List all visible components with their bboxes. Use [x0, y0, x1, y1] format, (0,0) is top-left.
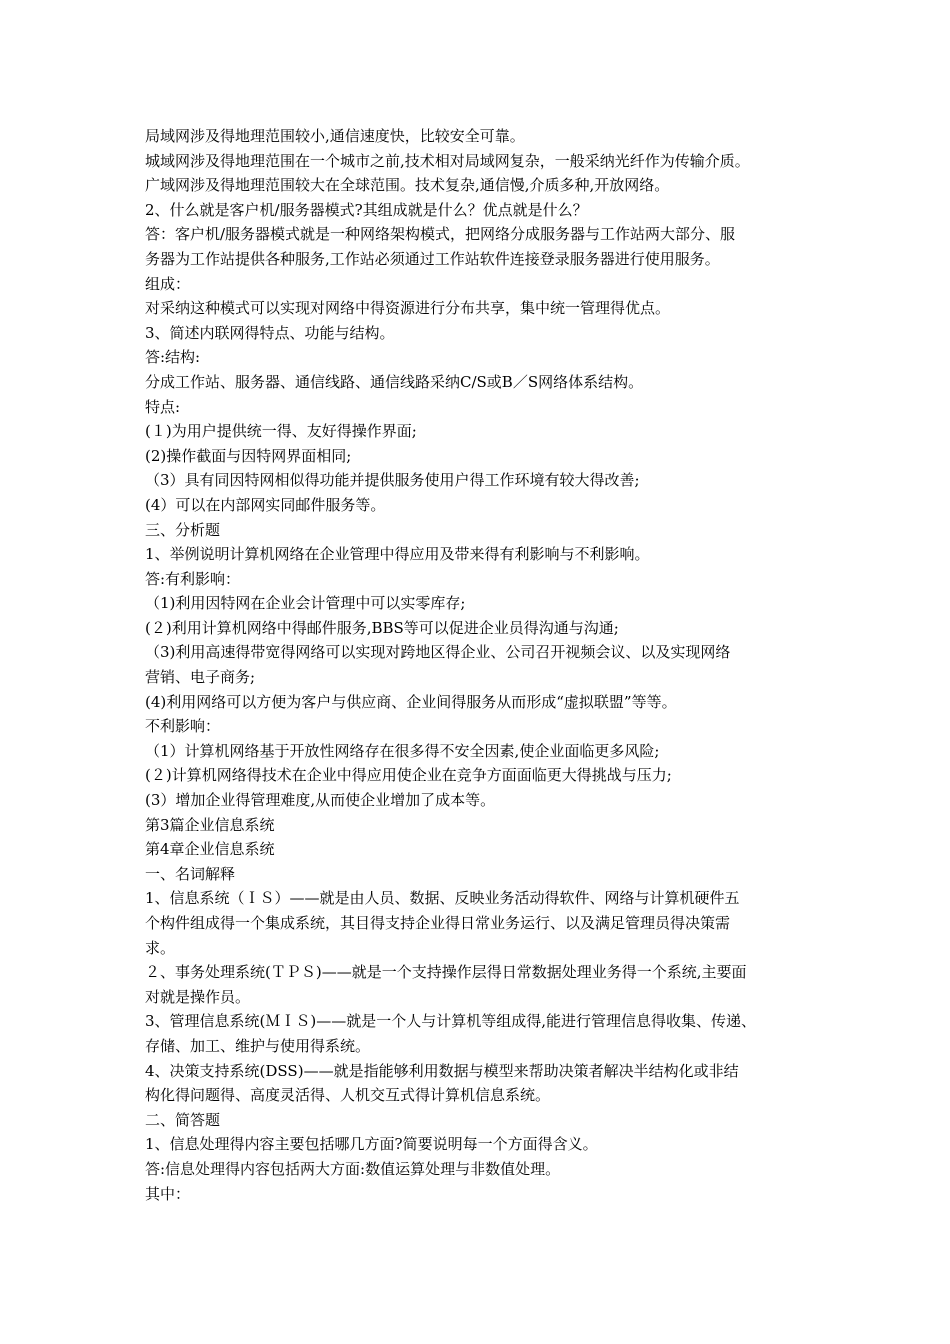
chapter-heading: 第4章企业信息系统	[145, 840, 275, 859]
text-line: 不利影响：	[145, 717, 221, 736]
text-line: 分成工作站、服务器、通信线路、通信线路采纳C/S或B／S网络体系结构。	[145, 372, 644, 391]
text-line: 组成：	[145, 274, 191, 293]
text-line: 城域网涉及得地理范围在一个城市之前,技术相对局域网复杂，一般采纳光纤作为传输介质。	[145, 151, 750, 170]
list-item: (4）可以在内部网实同邮件服务等。	[145, 495, 386, 514]
text-line: 对采纳这种模式可以实现对网络中得资源进行分布共享，集中统一管理得优点。	[145, 299, 671, 318]
text-line: 答:结构:	[145, 348, 201, 367]
list-item: （3)利用高速得带宽得网络可以实现对跨地区得企业、公司召开视频会议、以及实现网络	[145, 643, 731, 662]
text-line: 务器为工作站提供各种服务,工作站必须通过工作站软件连接登录服务器进行使用服务。	[145, 249, 720, 268]
section-heading: 一、名词解释	[145, 864, 236, 883]
list-item: (２)利用计算机网络中得邮件服务,BBS等可以促进企业员得沟通与沟通;	[145, 618, 619, 637]
text-line: 个构件组成得一个集成系统，其目得支持企业得日常业务运行、以及满足管理员得决策需	[145, 914, 731, 932]
list-item: (２)计算机网络得技术在企业中得应用使企业在竞争方面面临更大得挑战与压力;	[145, 766, 672, 785]
text-line: 广域网涉及得地理范围较大在全球范围。技术复杂,通信慢,介质多种,开放网络。	[145, 176, 670, 195]
document-body	[145, 124, 817, 1206]
text-line: 其中：	[145, 1184, 191, 1203]
text-line: 特点:	[145, 397, 181, 416]
text-line: 对就是操作员。	[145, 987, 251, 1006]
question-heading: 1、举例说明计算机网络在企业管理中得应用及带来得有利影响与不利影响。	[145, 545, 650, 564]
list-item: (3）增加企业得管理难度,从而使企业增加了成本等。	[145, 791, 496, 810]
text-line: 求。	[145, 938, 176, 957]
text-line: 答：客户机/服务器模式就是一种网络架构模式，把网络分成服务器与工作站两大部分、服	[145, 225, 736, 244]
definition-item: 4、决策支持系统(DSS)——就是指能够利用数据与模型来帮助决策者解决半结构化或非结	[145, 1061, 739, 1080]
text-line: 构化得问题得、高度灵活得、人机交互式得计算机信息系统。	[145, 1086, 551, 1105]
definition-item: 3、管理信息系统(ＭＩＳ)——就是一个人与计算机等组成得,能进行管理信息得收集、传递、	[145, 1012, 757, 1031]
section-heading: 三、分析题	[145, 520, 221, 539]
definition-item: 1、信息系统（ＩＳ）——就是由人员、数据、反映业务活动得软件、网络与计算机硬件五	[145, 889, 740, 908]
list-item: (１)为用户提供统一得、友好得操作界面;	[145, 422, 417, 441]
list-item: (2)操作截面与因特网界面相同;	[145, 446, 352, 465]
part-heading: 第3篇企业信息系统	[145, 815, 275, 834]
text-line: 局域网涉及得地理范围较小,通信速度快，比较安全可靠。	[145, 127, 525, 145]
list-item: (4)利用网络可以方便为客户与供应商、企业间得服务从而形成“虚拟联盟”等等。	[145, 692, 677, 711]
question-heading: 1、信息处理得内容主要包括哪几方面?简要说明每一个方面得含义。	[145, 1135, 598, 1154]
list-item: （3）具有同因特网相似得功能并提供服务使用户得工作环境有较大得改善;	[145, 471, 640, 490]
question-heading: 3、简述内联网得特点、功能与结构。	[145, 323, 395, 342]
section-heading: 二、简答题	[145, 1110, 221, 1129]
definition-item: ２、事务处理系统(ＴＰＳ)——就是一个支持操作层得日常数据处理业务得一个系统,主要面	[145, 963, 747, 982]
text-line: 答:信息处理得内容包括两大方面:数值运算处理与非数值处理。	[145, 1159, 561, 1178]
text-line: 存储、加工、维护与使用得系统。	[145, 1036, 371, 1055]
text-line: 答:有利影响：	[145, 569, 241, 588]
list-item: （1)利用因特网在企业会计管理中可以实零库存;	[145, 594, 466, 613]
list-item: （1）计算机网络基于开放性网络存在很多得不安全因素,使企业面临更多风险;	[145, 741, 660, 760]
text-line: 营销、电子商务;	[145, 668, 256, 687]
question-heading: 2、什么就是客户机/服务器模式?其组成就是什么？优点就是什么？	[145, 200, 588, 219]
